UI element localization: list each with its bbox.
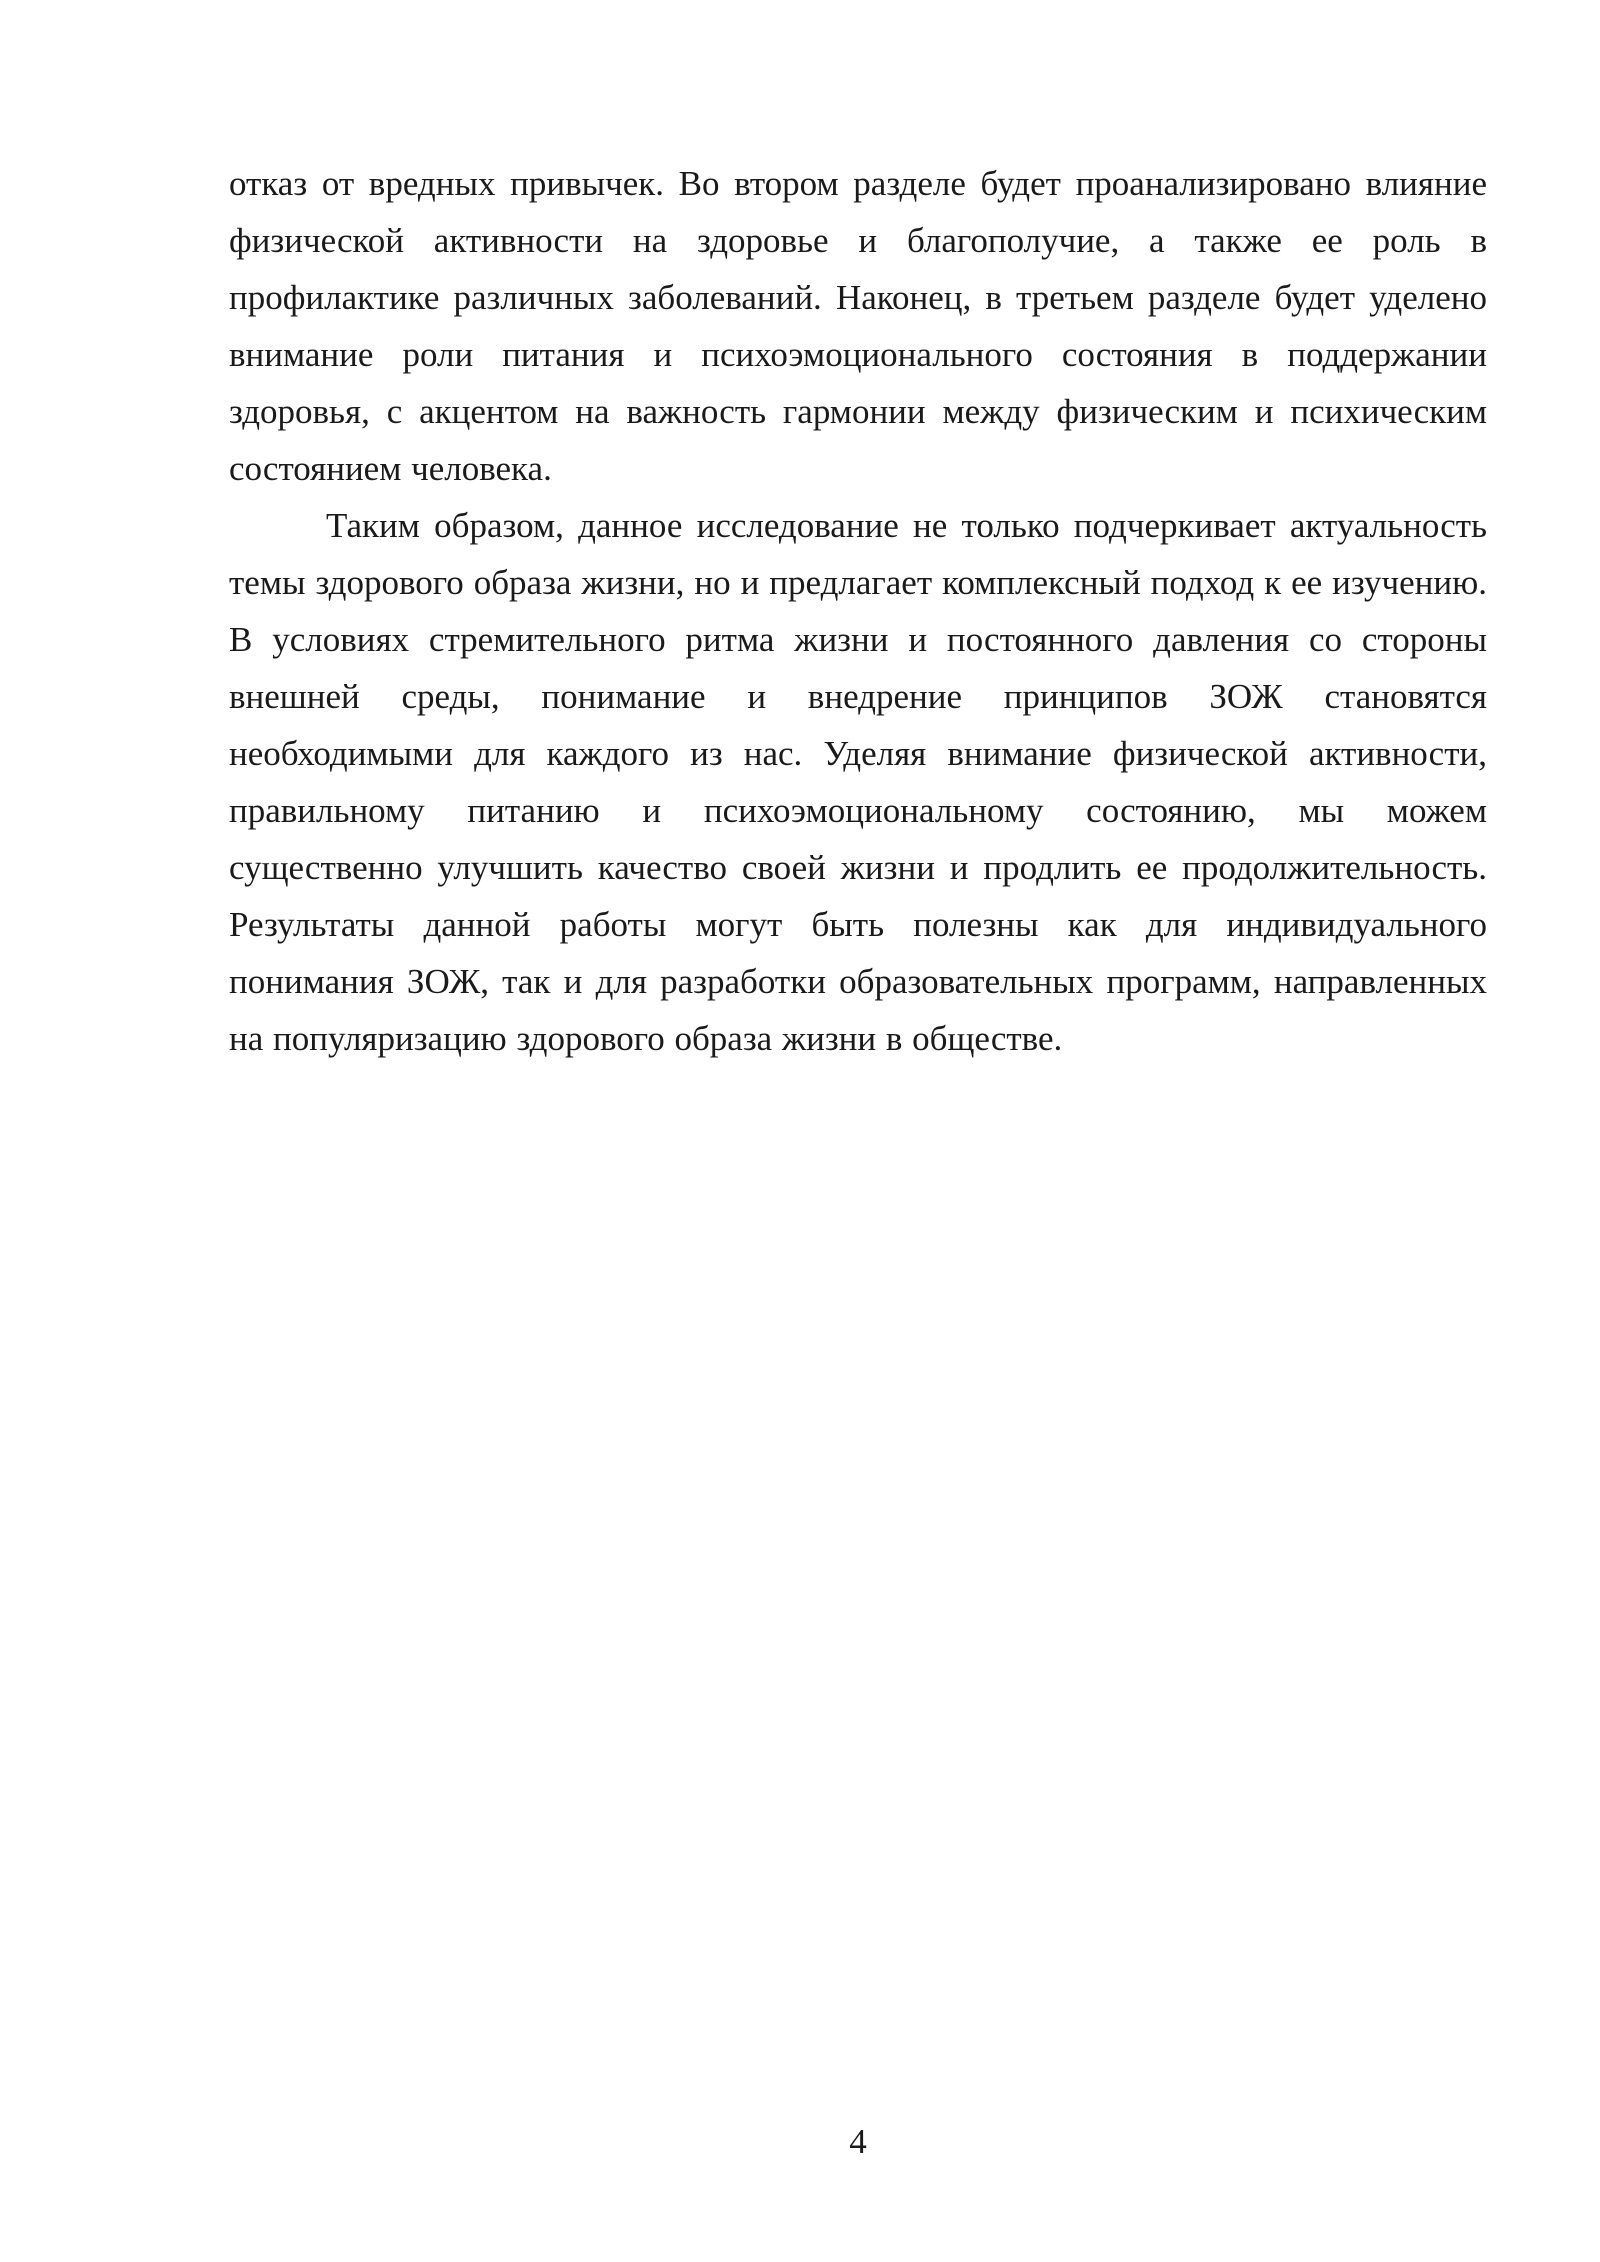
paragraph-conclusion: Таким образом, данное исследование не только подчеркивает актуальность темы здорового образа жизни, но и предлагает комплексный подход к ее изучению. В условиях стремительного ритма жизни и постоянного давления со стороны внешней среды, понимание и внедрение принципов ЗОЖ становятся необходимыми для каждого из нас. Уделяя внимание физической активности, правильному питанию и психоэмоциональному состоянию, мы можем существенно улучшить качество своей жизни и продлить ее продолжительность. Результаты данной работы могут быть полезны как для индивидуального понимания ЗОЖ, так и для разработки образовательных программ, направленных на популяризацию здорового образа жизни в обществе. (229, 506, 1487, 1058)
body-text (229, 155, 1487, 1067)
page-number: 4 (849, 2122, 867, 2161)
paragraph-continuation: отказ от вредных привычек. Во втором разделе будет проанализировано влияние физической активности на здоровье и благополучие, а также ее роль в профилактике различных заболеваний. Наконец, в третьем разделе будет уделено внимание роли питания и психоэмоционального состояния в поддержании здоровья, с акцентом на важность гармонии между физическим и психическим состоянием человека. (229, 164, 1487, 488)
